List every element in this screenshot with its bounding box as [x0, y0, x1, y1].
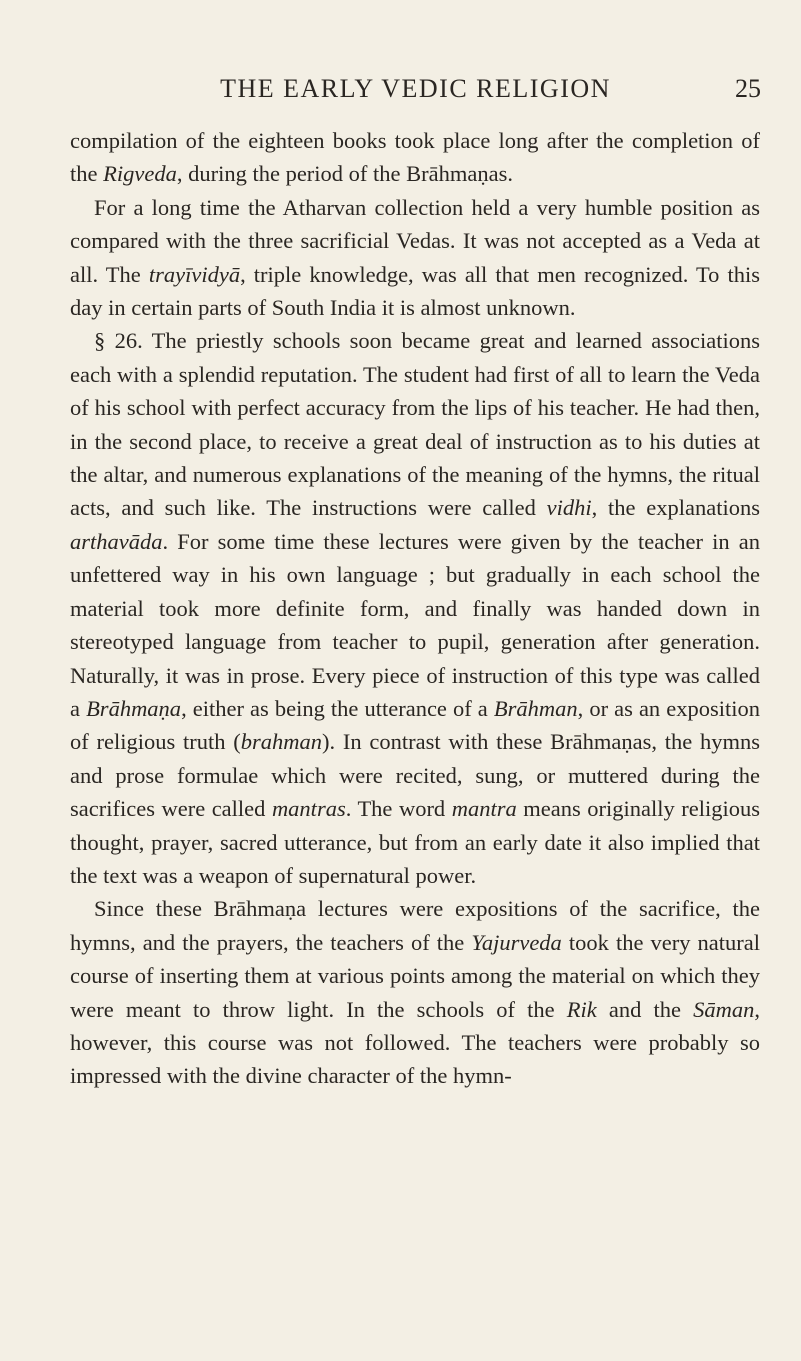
- page-number: 25: [735, 74, 761, 103]
- italic-term: Sāman: [693, 996, 755, 1022]
- text-run: Since these Brāhmaṇa lectures were expositions of the sacrifice, the hymns, and the prayers, the teachers of the: [70, 896, 760, 955]
- text-run: . The word: [345, 796, 452, 822]
- italic-term: Yajurveda: [471, 929, 562, 955]
- italic-term: mantra: [451, 796, 517, 822]
- italic-term: Rik: [566, 996, 597, 1022]
- text-run: ). In contrast with these Brāhmaṇas, the hymns and prose formulae which were recited, sung, or muttered during the sacrifices were called: [70, 729, 760, 822]
- text-run: . For some time these lectures were given by the teacher in an unfettered way in his own language ; but gradually in each school the material took more definite form, and finally was handed down in stereotyped language from teacher to pupil, generation after generation. Naturally, it was in prose. Every piece of instruction of this type was called a: [70, 528, 760, 721]
- page-header: [70, 74, 761, 110]
- italic-term: brahman: [240, 729, 323, 755]
- text-run: , triple knowledge, was all that men recognized. To this day in certain parts of South India it is almost unknown.: [70, 261, 760, 321]
- running-head: THE EARLY VEDIC RELIGION: [220, 74, 611, 103]
- paragraph-4: [70, 892, 760, 1092]
- paragraph-3: [70, 324, 760, 892]
- text-run: , or as an exposition of religious truth (: [70, 695, 761, 755]
- italic-term: Brāhmaṇa: [86, 695, 182, 721]
- text-run: took the very natural course of inserting them at various points among the material on which they were meant to throw light. In the schools of the: [70, 929, 760, 1022]
- italic-term: Brāhman: [493, 695, 578, 721]
- paragraph-2: [70, 191, 760, 325]
- italic-term: arthavāda: [70, 528, 163, 554]
- text-run: , the explanations: [591, 495, 760, 521]
- italic-term: vidhi: [546, 495, 592, 521]
- text-run: , however, this course was not followed. The teachers were probably so impressed with the divine character of the hymn-: [70, 996, 760, 1089]
- italic-term: Rigveda: [103, 161, 177, 187]
- body-text: [70, 124, 760, 1093]
- text-run: compilation of the eighteen books took place long after the completion of the: [70, 128, 760, 187]
- text-run: , during the period of the Brāhmaṇas.: [176, 161, 514, 187]
- text-run: , either as being the utterance of a: [181, 695, 494, 721]
- text-run: and the: [596, 996, 694, 1022]
- text-run: means originally religious thought, prayer, sacred utterance, but from an early date it also implied that the text was a weapon of supernatural power.: [70, 796, 760, 888]
- text-run: For a long time the Atharvan collection held a very humble position as compared with the three sacrificial Vedas. It was not accepted as a Veda at all. The: [70, 194, 760, 287]
- text-run: § 26. The priestly schools soon became great and learned associations each with a splendid reputation. The student had first of all to learn the Veda of his school with perfect accuracy from the lips of his teacher. He had then, in the second place, to receive a great deal of instruction as to his duties at the altar, and numerous explanations of the meaning of the hymns, the ritual acts, and such like. The instructions were called: [70, 328, 760, 521]
- italic-term: trayīvidyā: [148, 261, 241, 287]
- paragraph-1: [70, 124, 760, 191]
- italic-term: mantras: [271, 796, 346, 822]
